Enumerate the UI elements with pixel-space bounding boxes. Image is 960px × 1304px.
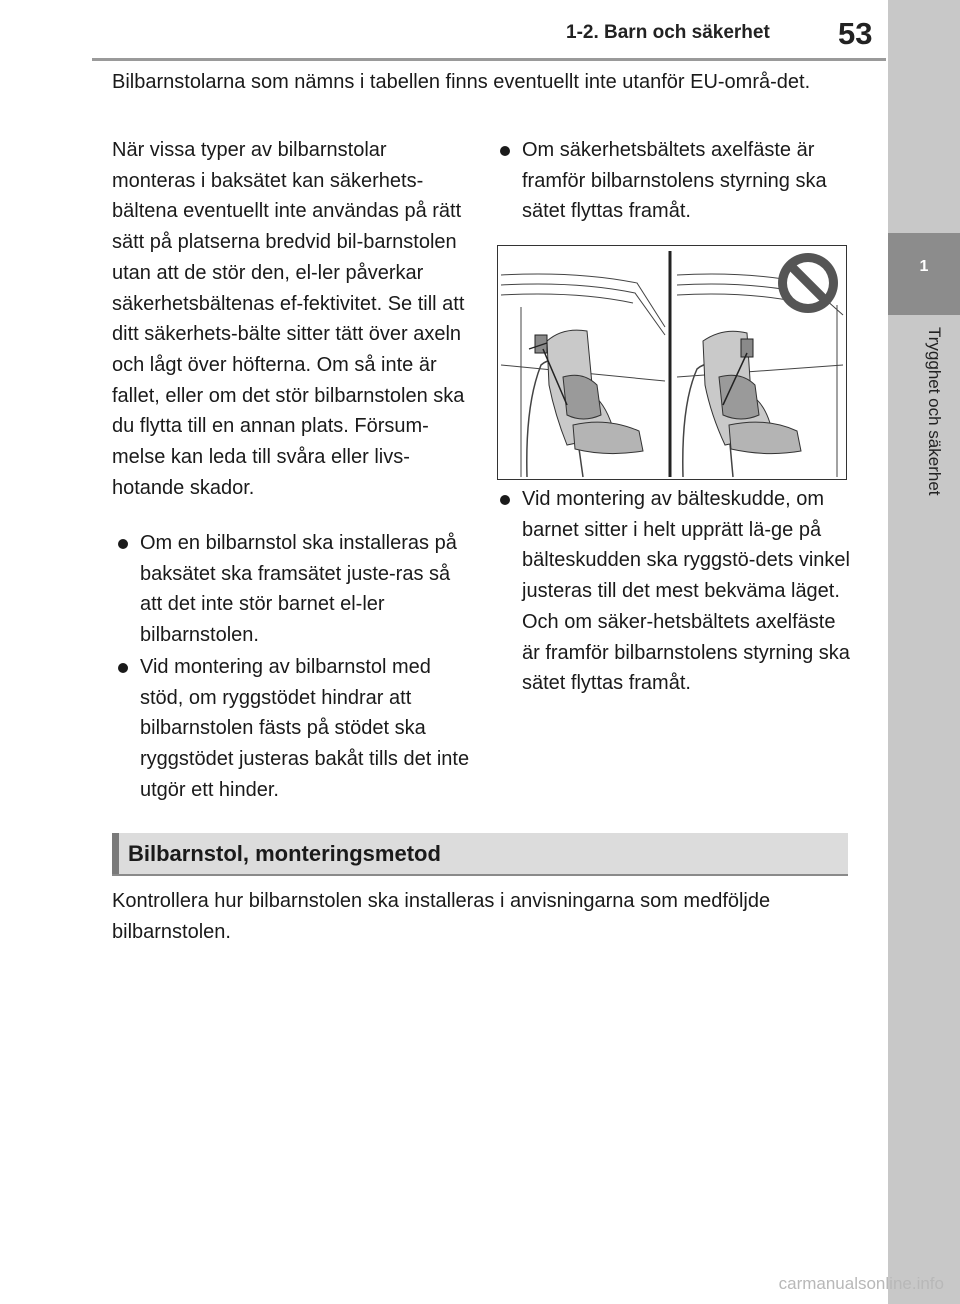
child-seat-illustration [497, 245, 847, 480]
bullet-icon [118, 663, 128, 673]
seatbelt-warning-paragraph: När vissa typer av bilbarnstolar monteras i baksätet kan säkerhets-bältena eventuellt inte användas på rätt sätt på platserna bredvid bil-barnstolen utan att de stör den, el-ler påverkar säkerhetsbältenas ef-fektivitet. Se till att ditt säkerhets-bälte sitter tätt över axeln och lågt över höfterna. Om så inte är fallet, eller om det stör bilbarnstolen ska du flytta till en annan plats. Försum-melse kan leda till svåra eller livs-hotande skador. [112, 139, 465, 499]
bullet-icon [118, 539, 128, 549]
section-body: Kontrollera hur bilbarnstolen ska installeras i anvisningarna som medföljde bilbarnstolen. [112, 890, 771, 943]
bullet-booster [494, 484, 854, 699]
bullet-icon [500, 495, 510, 505]
bullet-support-leg [112, 652, 472, 806]
page-number: 53 [838, 16, 873, 51]
running-header: 1-2. Barn och säkerhet [566, 22, 770, 43]
header-divider [92, 58, 886, 61]
chapter-side-tab [888, 0, 960, 1304]
intro-paragraph: Bilbarnstolarna som nämns i tabellen finns eventuellt inte utanför EU-områ-det. [112, 71, 811, 93]
chapter-number: 1 [919, 258, 929, 275]
bullet-shoulder-anchor [494, 135, 854, 227]
chapter-title: Trygghet och säkerhet [925, 327, 944, 496]
bullet-text: Vid montering av bälteskudde, om barnet sitter i helt upprätt lä-ge på bälteskudden ska ryggstö-dets vinkel justeras till det mest bekväma läget. Och om säker-hetsbältets axelfäste är framför bilbarnstolens styrning ska sätet flyttas framåt. [522, 488, 850, 695]
watermark: carmanualsonline.info [778, 1274, 944, 1293]
no-entry-icon [778, 253, 838, 313]
section-heading-accent [112, 833, 119, 874]
section-heading-title: Bilbarnstol, monteringsmetod [128, 841, 441, 866]
section-heading [112, 833, 848, 876]
bullet-text: Om säkerhetsbältets axelfäste är framför bilbarnstolens styrning ska sätet flyttas framåt. [522, 139, 827, 223]
bullet-text: Om en bilbarnstol ska installeras på baksätet ska framsätet juste-ras så att det inte stör barnet el-ler bilbarnstolen. [140, 532, 457, 647]
bullet-icon [500, 146, 510, 156]
bullet-front-seat [112, 528, 472, 651]
bullet-text: Vid montering av bilbarnstol med stöd, om ryggstödet hindrar att bilbarnstolen fästs på stödet ska ryggstödet justeras bakåt tills det inte utgör ett hinder. [140, 656, 470, 801]
